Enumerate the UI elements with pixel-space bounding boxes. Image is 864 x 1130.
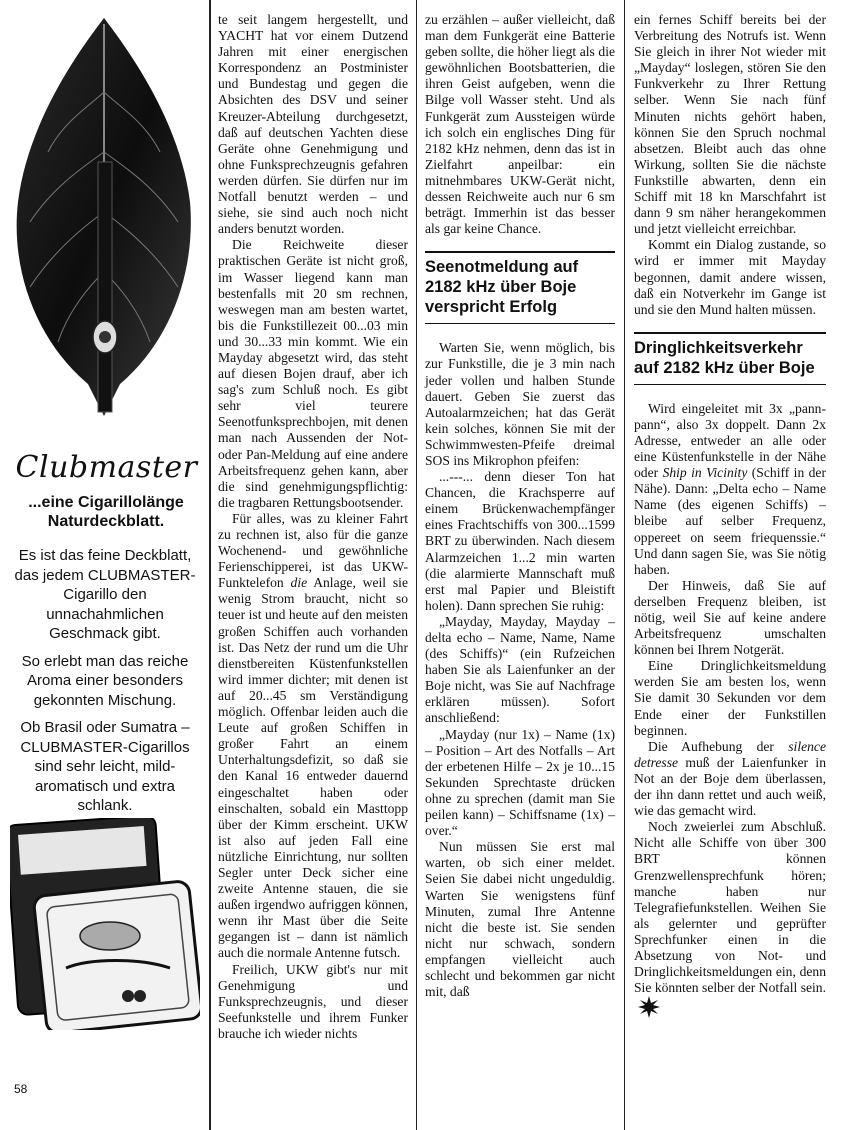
heading-line: verspricht Erfolg <box>425 298 558 317</box>
heading-line: auf 2182 kHz über Boje <box>634 358 815 377</box>
paragraph: Nun müssen Sie erst mal warten, ob sich einer meldet. Seien Sie dabei nicht ungeduldig. Warten Sie wenigstens fünf Minuten, zumal Ihre Antenne nicht die beste ist. Sie senden nicht nur schwach, sondern empfangen vielleicht auch schlecht und bekommen gar nicht mit, daß <box>425 839 615 1000</box>
section-heading-seenotmeldung <box>425 251 615 324</box>
paragraph: Freilich, UKW gibt's nur mit Genehmigung und Funksprechzeugnis, und dieser Seefunkstelle und ihrem Funker brauche ich wieder nichts <box>218 961 408 1041</box>
paragraph: te seit langem hergestellt, und YACHT hat vor einem Dutzend Jahren mit einer energischen Korrespondenz an Postminister und Bundestag und gegen die Absichten des DSV und seiner Kreuzer-Abteilung durchgesetzt, daß auf deutschen Yachten diese Geräte ohne Genehmigung und ohne Funksprechzeugnis gefahren werden dürfen. Sie dürfen nur im Notfall benutzt werden – und siehe, sie sind auch noch nicht anders benutzt worden. <box>218 12 408 237</box>
column-divider <box>416 0 417 1130</box>
tobacco-leaf-icon <box>8 12 198 422</box>
text-run: Wird eingeleitet mit 3x „pann-pann“, also 3x doppelt. Dann 2x Adresse, entweder an alle oder eine Küstenfunkstelle in der Nähe oder <box>634 400 826 481</box>
article-column-2 <box>425 12 615 1000</box>
brand-logo: Clubmaster <box>15 450 198 485</box>
page-number: 58 <box>14 1082 28 1096</box>
emphasis: die <box>290 575 308 591</box>
column-divider <box>209 0 211 1130</box>
paragraph: Kommt ein Dialog zustande, so wird er immer mit Mayday begonnen, damit andere wissen, daß ein Notverkehr im Gange ist und sie den Mund halten müssen. <box>634 237 826 317</box>
text-run: Noch zweierlei zum Abschluß. Nicht alle Schiffe von über 300 BRT können Grenzwellensprechfunk hören; manche haben nur Telegrafiefunkstellen. Weihen Sie als gelernter und geprüfter Sprechfunker einen in die Absetzung von Not- und Dringlichkeitsmeldungen ein, denn Sie könnten selber der Notfall sein. <box>634 819 826 996</box>
emphasis: silence detresse <box>634 738 826 770</box>
paragraph: ein fernes Schiff bereits bei der Verbreitung des Notrufs ist. Wenn Sie gleich in ihrer Not wieder mit „Mayday“ loslegen, stören Sie den Funkverkehr zu Ihrer Rettung selber. Wenn Sie nach fünf Minuten nichts gehört haben, können Sie den Spruch nochmal absetzen. Bleibt auch das ohne Wirkung, sollten Sie die nächste Funkstille abwarten, denn ein Schiff mit 18 kn Marschfahrt ist dann 9 sm näher herangekommen und jetzt vielleicht erreichbar. <box>634 12 826 237</box>
ad-tagline <box>10 493 202 531</box>
text-run: (Schiff in der Nähe). Dann: „Delta echo – Name Name (des eigenen Schiffs) – bleibe auf selber Frequenz, oppereet on seem friequenssie.“ Und dann sagen Sie, was Sie nötig haben. <box>634 465 826 577</box>
paragraph <box>634 401 826 578</box>
paragraph: Der Hinweis, daß Sie auf derselben Frequenz bleiben, ist nötig, weil Sie auf keine andere Arbeitsfrequenz umschalten können bei Ihrem Notgerät. <box>634 577 826 658</box>
column-divider <box>624 0 625 1130</box>
paragraph: Warten Sie, wenn möglich, bis zur Funkstille, die je 3 min nach jeder vollen und halben Stunde dauert. Geben Sie zuerst das Autoalarmzeichen; hat das Gerät kein solches, können Sie mit der Schwimmwesten-Pfeife dreimal SOS ins Mikrophon pfeifen: <box>425 340 615 468</box>
ad-body <box>6 546 204 824</box>
ad-body-paragraph: So erlebt man das reiche Aroma einer besonders gekonnten Mischung. <box>21 652 189 709</box>
article-column-1 <box>218 12 408 1042</box>
end-mark-icon <box>638 996 660 1018</box>
emphasis: Ship in Vicinity <box>662 465 748 481</box>
paragraph: zu erzählen – außer vielleicht, daß man dem Funkgerät eine Batterie geben sollte, die höher liegt als die gewöhnlichen Bootsbatterien, die ihren Geist aufgeben, wenn die Bilge voll Wasser steht. Und als Funkgerät zum Aussteigen würde ich solch ein englisches Ding für 2182 kHz nehmen, denn das ist in Zielfahrt anpeilbar: ein mitnehmbares UKW-Gerät nicht, dessen Reichweite auch nur 6 sm beträgt. Immerhin ist das besser als gar keine Chance. <box>425 12 615 237</box>
cigarillo-tin-image <box>10 818 200 1030</box>
section-heading-dringlichkeitsverkehr <box>634 332 826 385</box>
paragraph: Eine Dringlichkeitsmeldung werden Sie am besten los, wenn Sie damit 30 Sekunden vor dem Ende einer der Funkstillen beginnen. <box>634 658 826 738</box>
paragraph <box>218 511 408 962</box>
paragraph: Die Reichweite dieser praktischen Geräte ist nicht groß, im Wasser liegend kann man bestenfalls mit 20 sm rechnen, weswegen man am besten wartet, bis die Funkstillezeit 00...03 min und 30...33 min kommt. Wie ein Mayday abgesetzt wird, das steht auf diesen Bojen drauf, aber ich sag's zum Schluß noch. Es gibt sehr viel teurere Seenotfunksprechbojen, mit denen man nach Aussenden der Not- oder Pan-Meldung auf eine andere Arbeitsfrequenz gehen kann, aber die sind genehmigungspflichtig: die tragbaren Rettungsbootsender. <box>218 237 408 510</box>
heading-line: 2182 kHz über Boje <box>425 278 577 297</box>
paragraph <box>634 739 826 819</box>
paragraph: „Mayday, Mayday, Mayday – delta echo – Name, Name, Name (des Schiffs)“ (ein Rufzeichen haben Sie als Laienfunker an der Boje nicht, was Sie auf Nachfrage erklären müssen). Sofort anschließend: <box>425 613 615 726</box>
heading-line: Dringlichkeitsverkehr <box>634 338 803 357</box>
ad-tagline-line-1: ...eine Cigarillolänge <box>28 494 184 511</box>
article-column-3 <box>634 12 826 1018</box>
text-run: Für alles, was zu kleiner Fahrt zu rechnen ist, also für die ganze Wochenend- und gewöhnliche Ferienschipperei, ist das UKW-Funktelefon <box>218 510 408 591</box>
paragraph: ...---... denn dieser Ton hat Chancen, die Krachsperre auf einem Brückenwachempfänger eines Frachtschiffs von 300...1599 BRT zu überwinden. Nach diesem Alarmzeichen 1...2 min warten (die alarmierte Mannschaft muß erst mal Papier und Bleistift holen). Dann sprechen Sie ruhig: <box>425 469 615 613</box>
ad-body-paragraph: Es ist das feine Deckblatt, das jedem CLUBMASTER-Cigarillo den unnachahmlichen Geschmack gibt. <box>14 547 196 642</box>
heading-line: Seenotmeldung auf <box>425 258 579 277</box>
text-run: muß der Laienfunker in Not an der Boje dem überlassen, der ihn dann rettet und auch weiß, wie das gemacht wird. <box>634 754 826 819</box>
paragraph <box>634 819 826 1018</box>
cigarillo-advertisement <box>0 0 206 1130</box>
text-run: Anlage, weil sie wenig Strom braucht, nicht so teuer ist und heute auf den meisten großen Schiffen auch vorhanden ist. Das Netz der rund um die Uhr dienstbereiten Küstenfunkstellen wird immer dichter; mit denen ist auf 20...45 sm Verständigung möglich. Offenbar leiden auch die Leute auf großen Schiffen in großer Fahrt an einem Unterhaltungsdefizit, so daß sie den Kanal 16 entweder dauernd eingeschaltet haben oder einschalten, sobald ein Masttopp über der Kimm erscheint. UKW ist also auf jeden Fall eine nützliche Einrichtung, nur sollten Segler unter Deck sicher eine zweite Antenne stauen, die sie außen irgendwo aufriggen können, wenn ihr Mast über die Seite gegangen ist – dann ist nämlich auch die normale Antenne futsch. <box>218 575 408 961</box>
ad-tagline-line-2: Naturdeckblatt. <box>47 513 165 530</box>
paragraph: „Mayday (nur 1x) – Name (1x) – Position – Art des Notfalls – Art der erbetenen Hilfe – 2x je 10...15 Sekunden Sprechtaste drücken ohne zu sprechen (damit man Sie peilen kann) – Schiffsname (1x) – over.“ <box>425 726 615 839</box>
ad-body-paragraph: Ob Brasil oder Sumatra – CLUBMASTER-Cigarillos sind sehr leicht, mild-aromatisch und extra schlank. <box>20 719 190 814</box>
text-run: Die Aufhebung der <box>648 738 789 754</box>
